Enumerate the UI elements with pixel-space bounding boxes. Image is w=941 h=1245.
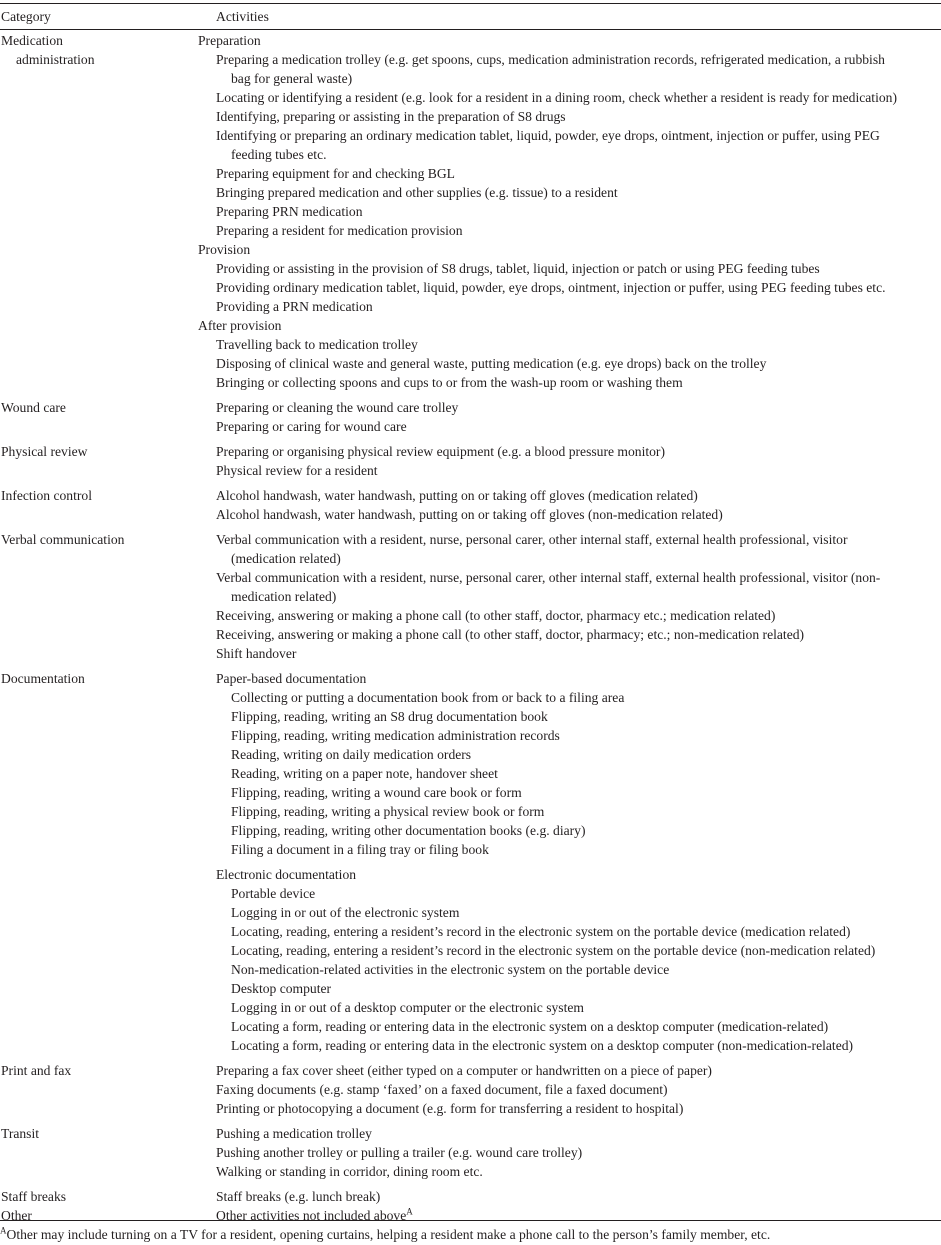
table-row-group	[0, 669, 941, 1055]
activity-item	[198, 278, 941, 297]
activity-item	[198, 802, 941, 821]
activity-item	[198, 505, 941, 524]
activities-cell	[198, 669, 941, 1055]
activity-item-text: Non-medication-related activities in the electronic system on the portable device	[231, 962, 670, 977]
activity-item-text: Bringing or collecting spoons and cups to or from the wash-up room or washing them	[216, 375, 683, 390]
activity-item	[198, 625, 941, 644]
activity-item-text: Providing or assisting in the provision of S8 drugs, tablet, liquid, injection or patch or using PEG feeding tubes	[216, 261, 820, 276]
activity-item	[198, 1017, 941, 1036]
activities-cell	[198, 1061, 941, 1118]
activity-item	[198, 840, 941, 859]
activity-item-continuation: bag for general waste)	[231, 71, 353, 86]
activity-item-text: Walking or standing in corridor, dining room etc.	[216, 1164, 483, 1179]
activity-item	[198, 1206, 941, 1225]
activity-item	[198, 354, 941, 373]
table-bottom-rule	[0, 1220, 941, 1221]
activity-item-text: Providing a PRN medication	[216, 299, 373, 314]
activity-item	[198, 1162, 941, 1181]
category-cell	[1, 31, 191, 69]
activity-subheading	[198, 316, 941, 335]
table-row-group	[0, 1061, 941, 1118]
activity-item-text: Physical review for a resident	[216, 463, 378, 478]
activity-item-text: Preparing a medication trolley (e.g. get spoons, cups, medication administration records, refrigerated medication, a rubbish	[216, 52, 885, 67]
activity-item	[198, 606, 941, 625]
activity-item	[198, 486, 941, 505]
column-header-category: Category	[1, 9, 51, 24]
activity-item-text: Travelling back to medication trolley	[216, 337, 418, 352]
category-label: Other	[1, 1208, 32, 1223]
table-header-rule	[0, 29, 941, 30]
category-cell	[1, 398, 191, 417]
activity-item	[198, 164, 941, 183]
activity-item	[198, 669, 941, 688]
activity-item	[198, 417, 941, 436]
activity-item	[198, 88, 941, 107]
activity-item-continuation: medication related)	[231, 589, 337, 604]
activity-item-text: Preparing equipment for and checking BGL	[216, 166, 455, 181]
activity-item-text: Preparing a fax cover sheet (either typed on a computer or handwritten on a piece of paper)	[216, 1063, 712, 1078]
activity-item	[198, 941, 941, 960]
category-cell	[1, 486, 191, 505]
activity-item-text: Desktop computer	[231, 981, 332, 996]
category-label: Wound care	[1, 400, 66, 415]
activities-cell	[198, 1206, 941, 1225]
activity-item-text: Identifying or preparing an ordinary medication tablet, liquid, powder, eye drops, ointment, injection or puffer, using PEG	[216, 128, 880, 143]
footnote-marker: A	[0, 1225, 7, 1236]
activity-item-text: Logging in or out of the electronic system	[231, 905, 460, 920]
activity-item-text: Identifying, preparing or assisting in the preparation of S8 drugs	[216, 109, 566, 124]
activities-cell	[198, 398, 941, 436]
activity-item-text: Preparing or caring for wound care	[216, 419, 407, 434]
category-label: Staff breaks	[1, 1189, 67, 1204]
activities-cell	[198, 1187, 941, 1206]
category-label: Documentation	[1, 671, 85, 686]
activity-item	[198, 373, 941, 392]
activity-subheading-text: Provision	[198, 242, 251, 257]
activity-item	[198, 1099, 941, 1118]
activity-item-text: Providing ordinary medication tablet, liquid, powder, eye drops, ointment, injection or puffer, using PEG feeding tubes etc.	[216, 280, 886, 295]
activity-item	[198, 979, 941, 998]
activity-item	[198, 461, 941, 480]
category-label: Print and fax	[1, 1063, 72, 1078]
table-row-group	[0, 1124, 941, 1181]
activity-item	[198, 530, 941, 549]
activity-item-continuation: (medication related)	[231, 551, 341, 566]
activity-item-text: Shift handover	[216, 646, 297, 661]
activity-item	[198, 183, 941, 202]
category-label: Verbal communication	[1, 532, 125, 547]
table-row-group	[0, 442, 941, 480]
activity-item-text: Alcohol handwash, water handwash, putting on or taking off gloves (medication related)	[216, 488, 698, 503]
activity-item-text: Locating a form, reading or entering data in the electronic system on a desktop computer (medication-related)	[231, 1019, 829, 1034]
activity-subheading	[198, 31, 941, 50]
activities-cell	[198, 442, 941, 480]
activity-item	[198, 1061, 941, 1080]
activity-item	[198, 922, 941, 941]
activity-item-text: Logging in or out of a desktop computer or the electronic system	[231, 1000, 584, 1015]
category-label: Physical review	[1, 444, 88, 459]
activity-item	[198, 998, 941, 1017]
activity-item	[198, 126, 941, 145]
category-cell	[1, 1187, 191, 1206]
activity-item	[198, 107, 941, 126]
activity-item-text: Flipping, reading, writing medication administration records	[231, 728, 560, 743]
activity-item-text: Locating, reading, entering a resident’s record in the electronic system on the portable device (medication related)	[231, 924, 851, 939]
activity-item-text: Pushing a medication trolley	[216, 1126, 372, 1141]
activity-item	[198, 335, 941, 354]
activity-item	[198, 865, 941, 884]
activity-item	[198, 745, 941, 764]
activity-item	[198, 50, 941, 69]
category-label: Medication	[1, 33, 63, 48]
activity-item	[198, 1143, 941, 1162]
activity-subheading-text: Preparation	[198, 33, 261, 48]
activity-item-text: Preparing or organising physical review equipment (e.g. a blood pressure monitor)	[216, 444, 665, 459]
activity-item-text: Receiving, answering or making a phone call (to other staff, doctor, pharmacy etc.; medication related)	[216, 608, 776, 623]
footnote-reference: A	[406, 1206, 413, 1217]
activity-item	[198, 884, 941, 903]
column-header-activities: Activities	[216, 9, 269, 24]
activity-item	[198, 202, 941, 221]
activity-item-text: Flipping, reading, writing a wound care book or form	[231, 785, 522, 800]
activity-item	[198, 764, 941, 783]
activity-item	[198, 1124, 941, 1143]
activity-item	[198, 442, 941, 461]
activity-item-text: Receiving, answering or making a phone call (to other staff, doctor, pharmacy; etc.; non-medication related)	[216, 627, 805, 642]
activities-cell	[198, 1124, 941, 1181]
activity-item-text: Portable device	[231, 886, 316, 901]
activity-item-text: Locating, reading, entering a resident’s record in the electronic system on the portable device (non-medication related)	[231, 943, 876, 958]
activity-item	[198, 644, 941, 663]
category-cell	[1, 1061, 191, 1080]
category-cell	[1, 1124, 191, 1143]
activity-item	[198, 707, 941, 726]
activity-subheading-text: After provision	[198, 318, 282, 333]
activity-item-text: Locating or identifying a resident (e.g. look for a resident in a dining room, check whether a resident is ready for medication)	[216, 90, 897, 105]
table-footnote	[0, 1225, 941, 1244]
activity-item-text: Flipping, reading, writing a physical review book or form	[231, 804, 545, 819]
activities-cell	[198, 31, 941, 392]
activity-item-text: Verbal communication with a resident, nurse, personal carer, other internal staff, external health professional, visitor	[216, 532, 848, 547]
activity-subheading	[198, 240, 941, 259]
table-row-group	[0, 31, 941, 392]
activity-item	[198, 821, 941, 840]
activity-item-text: Pushing another trolley or pulling a trailer (e.g. wound care trolley)	[216, 1145, 583, 1160]
activity-item-text: Preparing or cleaning the wound care trolley	[216, 400, 459, 415]
table-row-group	[0, 1206, 941, 1225]
activity-item	[198, 259, 941, 278]
footnote-text: Other may include turning on a TV for a resident, opening curtains, helping a resident make a phone call to the person’s family member, etc.	[6, 1227, 771, 1242]
category-cell	[1, 442, 191, 461]
activity-item-text: Alcohol handwash, water handwash, putting on or taking off gloves (non-medication related)	[216, 507, 723, 522]
activity-item-text: Reading, writing on daily medication orders	[231, 747, 472, 762]
activity-item-text: Paper-based documentation	[216, 671, 367, 686]
activity-item-text: Other activities not included above	[216, 1208, 407, 1223]
activity-item-text: Disposing of clinical waste and general waste, putting medication (e.g. eye drops) back on the trolley	[216, 356, 767, 371]
activity-item	[198, 398, 941, 417]
activity-item-text: Preparing a resident for medication provision	[216, 223, 463, 238]
activities-cell	[198, 530, 941, 663]
category-cell	[1, 530, 191, 549]
category-cell	[1, 1206, 191, 1225]
activity-item	[198, 1187, 941, 1206]
activity-item-text: Preparing PRN medication	[216, 204, 363, 219]
activity-item-text: Flipping, reading, writing other documentation books (e.g. diary)	[231, 823, 586, 838]
activity-item	[198, 1080, 941, 1099]
activity-item-text: Filing a document in a filing tray or filing book	[231, 842, 489, 857]
activity-item-text: Printing or photocopying a document (e.g. form for transferring a resident to hospital)	[216, 1101, 684, 1116]
category-label: Infection control	[1, 488, 92, 503]
table-body	[0, 31, 941, 1231]
category-label: Transit	[1, 1126, 40, 1141]
activity-item-text: Reading, writing on a paper note, handover sheet	[231, 766, 498, 781]
activity-item-text: Collecting or putting a documentation book from or back to a filing area	[231, 690, 625, 705]
table-row-group	[0, 398, 941, 436]
category-cell	[1, 669, 191, 688]
activity-item	[198, 297, 941, 316]
activity-item	[198, 903, 941, 922]
activity-item-text: Faxing documents (e.g. stamp ‘faxed’ on a faxed document, file a faxed document)	[216, 1082, 668, 1097]
activity-item	[198, 568, 941, 587]
activity-item-text: Bringing prepared medication and other supplies (e.g. tissue) to a resident	[216, 185, 618, 200]
table-top-rule	[0, 3, 941, 4]
table-row-group	[0, 1187, 941, 1206]
activity-item-text: Verbal communication with a resident, nurse, personal carer, other internal staff, external health professional, visitor (non-	[216, 570, 881, 585]
activity-item	[198, 960, 941, 979]
table-row-group	[0, 530, 941, 663]
activity-item-text: Staff breaks (e.g. lunch break)	[216, 1189, 381, 1204]
activity-item	[198, 1036, 941, 1055]
activity-item	[198, 783, 941, 802]
activity-item	[198, 688, 941, 707]
activity-item-text: Locating a form, reading or entering data in the electronic system on a desktop computer (non-medication-related)	[231, 1038, 854, 1053]
activities-cell	[198, 486, 941, 524]
activity-item-text: Electronic documentation	[216, 867, 357, 882]
activity-item-text: Flipping, reading, writing an S8 drug documentation book	[231, 709, 548, 724]
table-row-group	[0, 486, 941, 524]
activity-item	[198, 221, 941, 240]
activity-item-continuation: feeding tubes etc.	[231, 147, 327, 162]
category-label: administration	[16, 52, 95, 67]
activity-item	[198, 726, 941, 745]
